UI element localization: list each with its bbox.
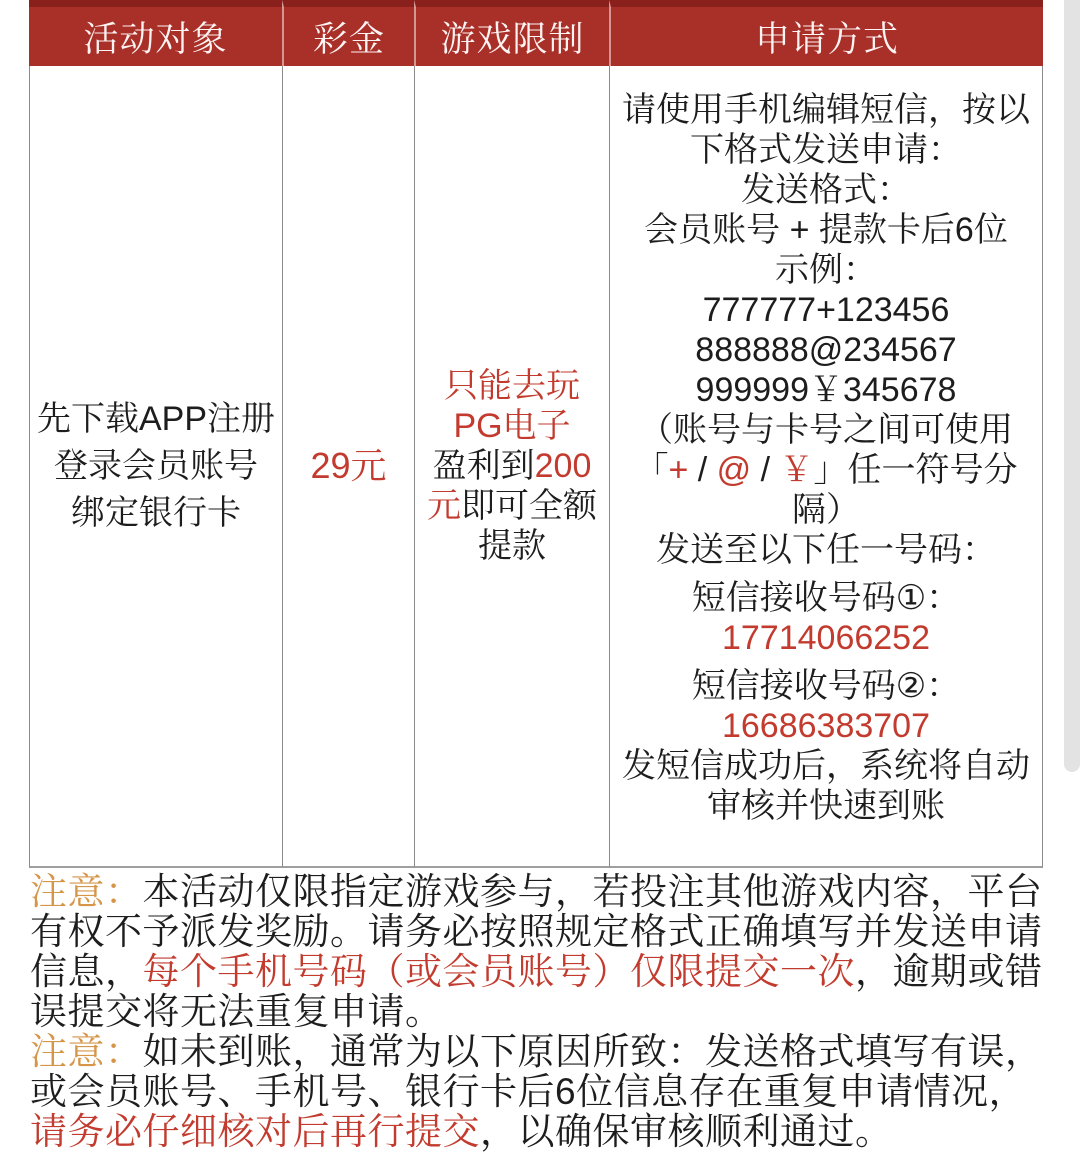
table-header-row <box>29 0 1043 66</box>
promo-table <box>29 0 1043 868</box>
restriction-line: 盈利到200 <box>432 447 592 485</box>
note-1-body: 本活动仅限指定游戏参与，若投注其他游戏内容，平台有权不予派发奖励。请务必按照规定格式正确填写并发送申请信息， <box>30 871 1043 992</box>
apply-example-3: 999999￥345678 <box>695 371 957 409</box>
note-1-highlight: 每个手机号码（或会员账号）仅限提交一次 <box>142 951 855 992</box>
note-1 <box>30 872 1052 1032</box>
apply-line: 审核并快速到账 <box>707 787 945 825</box>
note-1-body-end: ，逾期或错误提交将无法重复申请。 <box>30 951 1043 1032</box>
restriction-line: PG电子 <box>453 407 571 445</box>
cell-activity-target <box>29 66 282 868</box>
target-line: 登录会员账号 <box>54 446 258 485</box>
apply-format-line: 会员账号 + 提款卡后6位 <box>644 211 1008 249</box>
apply-line: 请使用手机编辑短信，按以 <box>622 91 1030 129</box>
note-1-prefix: 注意： <box>30 871 143 912</box>
table-row <box>29 66 1043 868</box>
apply-line: （账号与卡号之间可使用 <box>639 411 1013 449</box>
sms-number-1: 17714066252 <box>721 619 930 657</box>
restriction-line: 元即可全额 <box>427 487 597 525</box>
note-2-highlight: 请务必仔细核对后再行提交 <box>30 1111 480 1152</box>
note-2-prefix: 注意： <box>30 1031 143 1072</box>
notes-section <box>30 872 1052 1152</box>
apply-line: 发送至以下任一号码： <box>656 531 996 569</box>
target-line: 先下载APP注册 <box>36 399 276 438</box>
sms-number-2-label: 短信接收号码②： <box>691 667 961 705</box>
apply-line: 隔） <box>792 491 860 529</box>
note-2 <box>30 1032 1052 1152</box>
target-line: 绑定银行卡 <box>71 493 241 532</box>
note-2-body-end: ，以确保审核顺利通过。 <box>480 1111 893 1152</box>
sms-number-2: 16686383707 <box>721 707 930 745</box>
scrollbar-thumb[interactable] <box>1064 0 1080 772</box>
apply-line: 发送格式： <box>741 171 911 209</box>
restriction-line: 只能去玩 <box>444 367 580 405</box>
col-header-apply: 申请方式 <box>609 0 1043 66</box>
col-header-target: 活动对象 <box>29 0 282 66</box>
sms-number-1-label: 短信接收号码①： <box>691 579 961 617</box>
cell-bonus-amount: 29元 <box>282 66 414 868</box>
cell-apply-method <box>609 66 1043 868</box>
apply-example-1: 777777+123456 <box>702 291 950 329</box>
col-header-bonus: 彩金 <box>282 0 414 66</box>
apply-line: 发短信成功后，系统将自动 <box>622 747 1030 785</box>
cell-game-restriction <box>414 66 609 868</box>
note-2-body: 如未到账，通常为以下原因所致：发送格式填写有误，或会员账号、手机号、银行卡后6位信息存在重复申请情况， <box>30 1031 1043 1112</box>
apply-line: 示例： <box>775 251 877 289</box>
restriction-line: 提款 <box>478 527 546 565</box>
col-header-restriction: 游戏限制 <box>414 0 609 66</box>
apply-line: 下格式发送申请： <box>690 131 962 169</box>
apply-example-2: 888888@234567 <box>695 331 957 369</box>
separator-symbols-line: 「+ / @ / ￥」任一符号分 <box>634 451 1018 489</box>
